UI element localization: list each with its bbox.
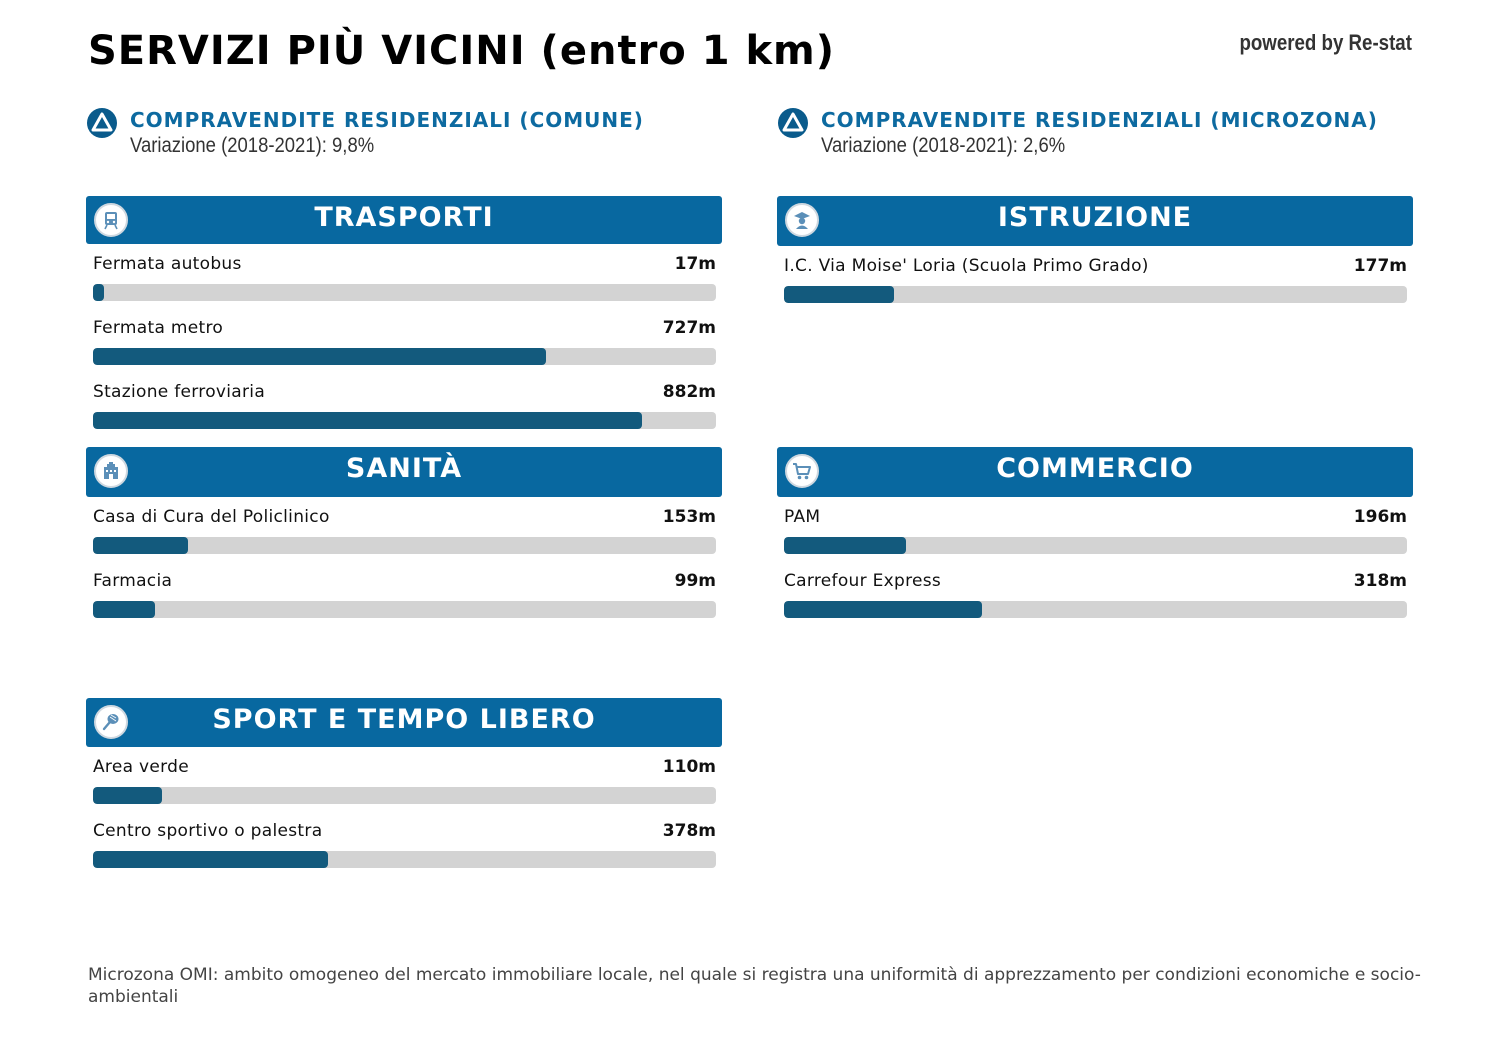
bar-label: Stazione ferroviaria bbox=[93, 382, 266, 402]
bar-track bbox=[93, 787, 716, 804]
section-sport bbox=[86, 698, 722, 875]
summary-title: COMPRAVENDITE RESIDENZIALI (MICROZONA) bbox=[821, 108, 1378, 132]
bar-track bbox=[93, 348, 716, 365]
bar-fill bbox=[784, 286, 894, 303]
section-title: SANITÀ bbox=[345, 453, 463, 484]
section-title: ISTRUZIONE bbox=[997, 202, 1193, 233]
bar-value-label: 727m bbox=[662, 318, 716, 338]
bar-row bbox=[784, 561, 1407, 625]
bar-value-label: 177m bbox=[1353, 256, 1407, 276]
bar-value-label: 882m bbox=[662, 382, 716, 402]
bar-label: Carrefour Express bbox=[784, 571, 942, 591]
bar-label: Fermata metro bbox=[93, 318, 224, 338]
bar-track bbox=[784, 286, 1407, 303]
bar-label: PAM bbox=[784, 507, 821, 527]
bar-track bbox=[784, 537, 1407, 554]
bar-row bbox=[93, 811, 716, 875]
bar-fill bbox=[93, 284, 104, 301]
bar-label: Casa di Cura del Policlinico bbox=[93, 507, 330, 527]
bar-value-label: 110m bbox=[662, 757, 716, 777]
summary-subtitle: Variazione (2018-2021): 9,8% bbox=[130, 134, 375, 157]
summary-subtitle: Variazione (2018-2021): 2,6% bbox=[821, 134, 1066, 157]
bar-fill bbox=[784, 601, 982, 618]
bar-row bbox=[784, 497, 1407, 561]
section-trasporti bbox=[86, 196, 722, 436]
bar-value-label: 153m bbox=[662, 507, 716, 527]
bar-fill bbox=[93, 601, 155, 618]
bar-label: Centro sportivo o palestra bbox=[93, 821, 323, 841]
bar-value-label: 196m bbox=[1353, 507, 1407, 527]
footnote: Microzona OMI: ambito omogeneo del mercato immobiliare locale, nel quale si registra una uniformità di apprezzamento per condizioni economiche e socio-ambientali bbox=[88, 965, 1421, 1007]
bar-label: Fermata autobus bbox=[93, 254, 242, 274]
bar-fill bbox=[93, 851, 328, 868]
section-commercio bbox=[777, 447, 1413, 625]
bar-label: Area verde bbox=[93, 757, 189, 777]
bar-track bbox=[93, 851, 716, 868]
bar-value-label: 17m bbox=[674, 254, 716, 274]
bar-label: I.C. Via Moise' Loria (Scuola Primo Grado) bbox=[784, 256, 1149, 276]
bar-track bbox=[784, 601, 1407, 618]
bar-row bbox=[93, 747, 716, 811]
bar-row bbox=[784, 246, 1407, 310]
section-header bbox=[86, 698, 722, 747]
bar-track bbox=[93, 412, 716, 429]
bar-value-label: 378m bbox=[662, 821, 716, 841]
bar-fill bbox=[784, 537, 906, 554]
triangle-up-icon bbox=[778, 108, 808, 138]
section-header bbox=[86, 447, 722, 497]
bar-row bbox=[93, 372, 716, 436]
section-header bbox=[777, 196, 1413, 246]
section-title: TRASPORTI bbox=[314, 202, 494, 233]
summary-title: COMPRAVENDITE RESIDENZIALI (COMUNE) bbox=[130, 108, 644, 132]
bar-fill bbox=[93, 412, 642, 429]
bar-row bbox=[93, 561, 716, 625]
bar-value-label: 99m bbox=[674, 571, 716, 591]
page-title: SERVIZI PIÙ VICINI (entro 1 km) bbox=[88, 28, 836, 74]
section-title: COMMERCIO bbox=[996, 453, 1194, 484]
section-sanita bbox=[86, 447, 722, 625]
bar-row bbox=[93, 497, 716, 561]
section-header bbox=[777, 447, 1413, 497]
bar-track bbox=[93, 537, 716, 554]
section-title: SPORT E TEMPO LIBERO bbox=[212, 704, 596, 735]
section-istruzione bbox=[777, 196, 1413, 310]
triangle-up-icon bbox=[87, 108, 117, 138]
powered-by-logo: powered by Re-stat bbox=[1239, 30, 1412, 55]
bar-row bbox=[93, 244, 716, 308]
bar-fill bbox=[93, 537, 188, 554]
bar-label: Farmacia bbox=[93, 571, 173, 591]
bar-row bbox=[93, 308, 716, 372]
bar-fill bbox=[93, 348, 546, 365]
bar-track bbox=[93, 284, 716, 301]
bar-value-label: 318m bbox=[1353, 571, 1407, 591]
bar-fill bbox=[93, 787, 162, 804]
section-header bbox=[86, 196, 722, 244]
bar-track bbox=[93, 601, 716, 618]
